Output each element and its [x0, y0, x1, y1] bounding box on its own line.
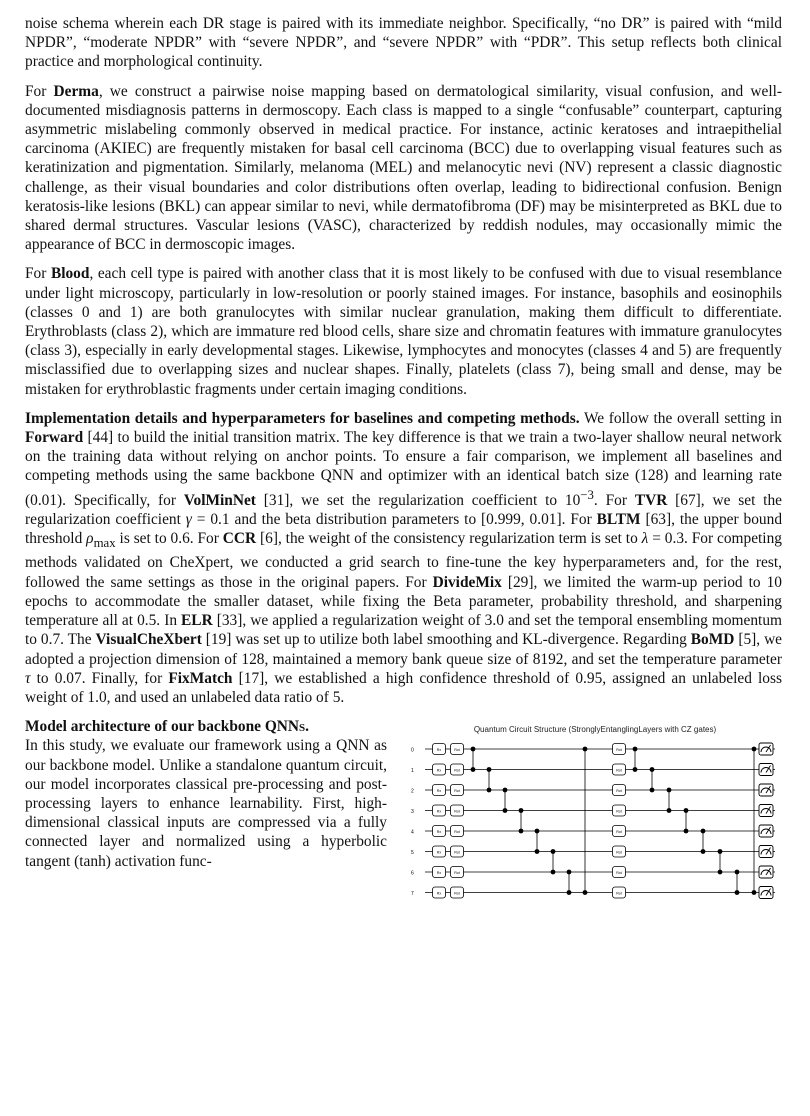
cz-control-dot	[471, 747, 476, 752]
cz-control-dot	[487, 788, 492, 793]
cz-control-dot	[519, 829, 524, 834]
gate-label: Rx	[436, 747, 442, 752]
cz-control-dot	[684, 808, 689, 813]
cz-control-dot	[718, 849, 723, 854]
gate-label: Rx	[436, 809, 442, 814]
cz-control-dot	[701, 849, 706, 854]
measurement-box	[759, 866, 773, 878]
gate-label: Rx	[436, 768, 442, 773]
measurement-box	[759, 743, 773, 755]
paragraph-derma: For Derma, we construct a pairwise noise mapping based on dermatological similarity, visual confusion, and well-documented misdiagnosis patterns in dermoscopy. Each class is mapped to a single “confusable” counterpart, capturing asymmetric mislabeling commonly observed in medical practice. For instance, actinic keratoses and intraepithelial carcinoma (AKIEC) are frequently mistaken for basal cell carcinoma (BCC) due to overlapping visual features such as keratinization and pigmentation. Similarly, melanoma (MEL) and melanocytic nevi (NV) represent a classic diagnostic challenge, as their visual boundaries and color distributions often overlap, leading to bidirectional confusion. Benign keratosis-like lesions (BKL) can appear similar to nevi, while dermatofibroma (DF) may be misinterpreted as BKL due to shared dermal structures. Vascular lesions (VASC), characterized by reddish nodules, may occasionally mimic the appearance of BCC in dermoscopic images.	[25, 82, 782, 254]
gate-label: Rot	[616, 768, 622, 773]
cz-control-dot	[535, 849, 540, 854]
gate-label: Rot	[454, 829, 460, 834]
measurement-box	[759, 784, 773, 796]
gate-label: Rot	[454, 870, 460, 875]
wire-label: 0	[411, 747, 414, 754]
gate-label: Rot	[616, 891, 622, 896]
wire-label: 1	[411, 768, 414, 775]
model-architecture-section	[25, 717, 782, 949]
wire-label: 6	[411, 870, 414, 877]
paragraph-model-architecture: Model architecture of our backbone QNNs. In this study, we evaluate our framework using a QNN as our backbone model. Unlike a standalone quantum circuit, our model incorporates classical pre-processing and post-processing layers to enhance learnability. First, high-dimensional classical inputs are compressed via a fully connected layer and normalized using a hyperbolic tangent (tanh) activation func-	[25, 718, 388, 870]
figure-title: Quantum Circuit Structure (StronglyEntanglingLayers with CZ gates)	[473, 725, 717, 735]
cz-control-dot	[684, 829, 689, 834]
quantum-circuit-diagram	[401, 719, 789, 949]
gate-label: Rot	[616, 870, 622, 875]
cz-control-dot	[633, 747, 638, 752]
cz-control-dot	[735, 890, 740, 895]
gate-label: Rx	[436, 788, 442, 793]
section-heading: Model architecture of our backbone QNNs.	[25, 718, 310, 736]
gate-label: Rot	[454, 891, 460, 896]
cz-control-dot	[583, 747, 588, 752]
cz-control-dot	[701, 829, 706, 834]
measurement-box	[759, 764, 773, 776]
cz-control-dot	[567, 870, 572, 875]
gate-label: Rx	[436, 891, 442, 896]
paragraph-implementation: Implementation details and hyperparameters for baselines and competing methods. We follow the overall setting in Forward [44] to build the initial transition matrix. The key difference is that we train a two-layer shallow neural network on the training data without relying on anchor points. To ensure a fair comparison, we implement all baselines and competing methods using the same backbone QNN and optimizer with an identical batch size (128) and learning rate (0.01). Specifically, for VolMinNet [31], we set the regularization coefficient to $10^{-3}$. For TVR [67], we set the regularization coefficient γ = 0.1 and the beta distribution parameters to [0.999, 0.01]. For BLTM [63], the upper bound threshold $\rho_{max}$ is set to 0.6. For CCR [6], the weight of the consistency regularization term is set to λ = 0.3. For competing methods validated on CheXpert, we conducted a grid search to fine-tune the key hyperparameters and, for the rest, followed the same settings as those in the original papers. For DivideMix [29], we limited the warm-up period to 10 epochs to accommodate the smaller dataset, while fixing the Beta parameter, probability threshold, and sharpening temperature all at 0.5. In ELR [33], we applied a regularization weight of 3.0 and set the temporal ensembling momentum to 0.7. The VisualCheXbert [19] was set up to utilize both label smoothing and KL-divergence. Regarding BoMD [5], we adopted a projection dimension of 128, maintained a memory bank queue size of 8192, and set the temperature parameter τ to 0.07. Finally, for FixMatch [17], we established a high confidence threshold of 0.95, assigned an unlabeled loss weight of 1.0, and used an unlabeled data ratio of 5.	[25, 409, 783, 706]
cz-control-dot	[471, 767, 476, 772]
wire-label: 2	[411, 788, 414, 795]
gate-label: Rot	[616, 788, 622, 793]
cz-control-dot	[752, 890, 757, 895]
gate-label: Rot	[454, 788, 460, 793]
cz-control-dot	[487, 767, 492, 772]
gate-label: Rot	[616, 850, 622, 855]
gate-label: Rot	[616, 829, 622, 834]
cz-control-dot	[667, 808, 672, 813]
gate-label: Rot	[454, 768, 460, 773]
gate-label: Rot	[454, 809, 460, 814]
measurement-box	[759, 887, 773, 899]
wire-label: 3	[411, 809, 414, 816]
gate-label: Rx	[436, 829, 442, 834]
quantum-circuit-figure	[401, 719, 789, 949]
cz-control-dot	[718, 870, 723, 875]
wire-label: 7	[411, 891, 414, 898]
cz-control-dot	[650, 788, 655, 793]
cz-control-dot	[551, 849, 556, 854]
gate-label: Rot	[616, 747, 622, 752]
cz-control-dot	[583, 890, 588, 895]
cz-control-dot	[503, 788, 508, 793]
gate-label: Rx	[436, 850, 442, 855]
cz-control-dot	[551, 870, 556, 875]
cz-control-dot	[752, 747, 757, 752]
cz-control-dot	[503, 808, 508, 813]
gate-label: Rot	[454, 850, 460, 855]
gate-label: Rot	[454, 747, 460, 752]
cz-control-dot	[650, 767, 655, 772]
measurement-box	[759, 805, 773, 817]
paragraph-blood: For Blood, each cell type is paired with another class that it is most likely to be confused with due to visual resemblance under light microscopy, particularly in low-resolution or poorly stained images. For instance, basophils and eosinophils (classes 0 and 1) are both granulocytes with similar nuclear granulation, making them difficult to differentiate. Erythroblasts (class 2), which are immature red blood cells, share size and chromatin features with immature granulocytes (class 3), especially in early developmental stages. Likewise, lymphocytes and monocytes (classes 4 and 5) are frequently misclassified due to overlapping sizes and nuclear shapes. Finally, platelets (class 7), being small and dense, may be mistaken for erythroblastic fragments under certain imaging conditions.	[25, 265, 783, 398]
gate-label: Rx	[436, 870, 442, 875]
measurement-box	[759, 825, 773, 837]
gate-label: Rot	[616, 809, 622, 814]
cz-control-dot	[567, 890, 572, 895]
cz-control-dot	[535, 829, 540, 834]
wire-label: 5	[411, 850, 414, 857]
cz-control-dot	[519, 808, 524, 813]
cz-control-dot	[667, 788, 672, 793]
cz-control-dot	[633, 767, 638, 772]
measurement-box	[759, 846, 773, 858]
paragraph-dr-noise: noise schema wherein each DR stage is paired with its immediate neighbor. Specifically, “no DR” is paired with “mild NPDR”, “moderate NPDR” with “severe NPDR”, and “severe NPDR” with “PDR”. This setup reflects both clinical practice and morphological continuity.	[25, 15, 782, 71]
wire-label: 4	[411, 829, 414, 836]
cz-control-dot	[735, 870, 740, 875]
